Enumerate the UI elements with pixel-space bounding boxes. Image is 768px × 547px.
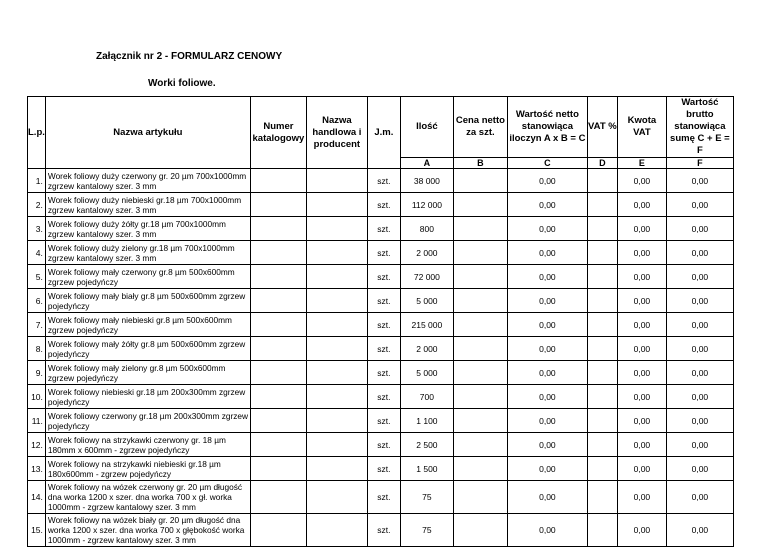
row-jm: szt. [367,313,400,337]
row-lp: 9. [28,361,46,385]
row-vat [587,433,617,457]
row-lp: 8. [28,337,46,361]
row-lp: 11. [28,409,46,433]
row-numer-katalogowy [250,265,306,289]
row-cena-netto [453,457,507,481]
row-jm: szt. [367,265,400,289]
table-row [28,193,734,217]
row-name: Worek foliowy duży niebieski gr.18 µm 700x1000mm zgrzew kantalowy szer. 3 mm [45,193,250,217]
row-vat [587,289,617,313]
row-nazwa-handlowa [306,514,367,547]
row-nazwa-handlowa [306,337,367,361]
row-jm: szt. [367,514,400,547]
row-wartosc-brutto: 0,00 [666,514,733,547]
row-kwota-vat: 0,00 [617,481,666,514]
row-wartosc-netto: 0,00 [507,217,587,241]
row-numer-katalogowy [250,313,306,337]
row-vat [587,409,617,433]
row-qty: 1 100 [400,409,453,433]
row-kwota-vat: 0,00 [617,514,666,547]
row-nazwa-handlowa [306,217,367,241]
row-qty: 72 000 [400,265,453,289]
row-lp: 15. [28,514,46,547]
row-jm: szt. [367,361,400,385]
row-wartosc-netto: 0,00 [507,514,587,547]
row-lp: 12. [28,433,46,457]
table-row [28,481,734,514]
row-cena-netto [453,337,507,361]
row-jm: szt. [367,241,400,265]
header-vat: VAT % [587,97,617,158]
row-numer-katalogowy [250,385,306,409]
row-cena-netto [453,313,507,337]
row-lp: 14. [28,481,46,514]
row-kwota-vat: 0,00 [617,169,666,193]
row-cena-netto [453,169,507,193]
row-cena-netto [453,385,507,409]
table-row [28,457,734,481]
row-cena-netto [453,289,507,313]
row-cena-netto [453,265,507,289]
row-wartosc-brutto: 0,00 [666,481,733,514]
row-kwota-vat: 0,00 [617,313,666,337]
row-kwota-vat: 0,00 [617,361,666,385]
row-nazwa-handlowa [306,481,367,514]
header-ilosc: Ilość [400,97,453,158]
row-qty: 800 [400,217,453,241]
header-lp: L.p. [28,97,46,169]
table-row [28,241,734,265]
row-numer-katalogowy [250,193,306,217]
table-row [28,313,734,337]
row-kwota-vat: 0,00 [617,289,666,313]
row-vat [587,514,617,547]
row-kwota-vat: 0,00 [617,217,666,241]
row-wartosc-netto: 0,00 [507,289,587,313]
row-kwota-vat: 0,00 [617,337,666,361]
row-vat [587,169,617,193]
row-name: Worek foliowy duży żółty gr.18 µm 700x1000mm zgrzew kantalowy szer. 3 mm [45,217,250,241]
row-cena-netto [453,361,507,385]
header-cena-netto: Cena netto za szt. [453,97,507,158]
row-wartosc-brutto: 0,00 [666,457,733,481]
row-wartosc-brutto: 0,00 [666,313,733,337]
table-row [28,433,734,457]
table-row [28,337,734,361]
row-jm: szt. [367,193,400,217]
row-qty: 38 000 [400,169,453,193]
row-jm: szt. [367,457,400,481]
row-qty: 75 [400,481,453,514]
row-jm: szt. [367,169,400,193]
row-lp: 10. [28,385,46,409]
row-name: Worek foliowy czerwony gr.18 µm 200x300mm zgrzew pojedyńczy [45,409,250,433]
row-jm: szt. [367,481,400,514]
row-lp: 5. [28,265,46,289]
row-wartosc-brutto: 0,00 [666,409,733,433]
row-numer-katalogowy [250,289,306,313]
row-wartosc-netto: 0,00 [507,265,587,289]
row-qty: 75 [400,514,453,547]
header-wartosc-brutto: Wartość brutto stanowiąca sumę C + E = F [666,97,733,158]
row-wartosc-netto: 0,00 [507,457,587,481]
row-vat [587,241,617,265]
row-vat [587,385,617,409]
row-name: Worek foliowy na wózek czerwony gr. 20 µm długość dna worka 1200 x szer. dna worka 700 x gł. worka 1000mm - zgrzew kantalowy szer. 3 mm [45,481,250,514]
row-wartosc-brutto: 0,00 [666,241,733,265]
row-cena-netto [453,217,507,241]
price-form-table [27,96,734,547]
row-cena-netto [453,241,507,265]
table-row [28,514,734,547]
row-cena-netto [453,409,507,433]
row-qty: 2 000 [400,241,453,265]
header-wartosc-netto: Wartość netto stanowiąca iloczyn A x B = C [507,97,587,158]
row-vat [587,265,617,289]
row-name: Worek foliowy mały żółty gr.8 µm 500x600mm zgrzew pojedyńczy [45,337,250,361]
row-wartosc-brutto: 0,00 [666,433,733,457]
row-wartosc-netto: 0,00 [507,337,587,361]
row-numer-katalogowy [250,481,306,514]
row-vat [587,457,617,481]
row-numer-katalogowy [250,217,306,241]
table-body [28,169,734,547]
row-jm: szt. [367,337,400,361]
row-nazwa-handlowa [306,433,367,457]
row-qty: 2 500 [400,433,453,457]
row-numer-katalogowy [250,361,306,385]
row-nazwa-handlowa [306,361,367,385]
row-nazwa-handlowa [306,241,367,265]
row-lp: 3. [28,217,46,241]
row-name: Worek foliowy duży czerwony gr. 20 µm 700x1000mm zgrzew kantalowy szer. 3 mm [45,169,250,193]
table-row [28,361,734,385]
row-wartosc-brutto: 0,00 [666,337,733,361]
row-wartosc-netto: 0,00 [507,481,587,514]
row-wartosc-netto: 0,00 [507,433,587,457]
row-qty: 5 000 [400,289,453,313]
row-name: Worek foliowy niebieski gr.18 µm 200x300mm zgrzew pojedyńczy [45,385,250,409]
row-numer-katalogowy [250,514,306,547]
row-vat [587,217,617,241]
row-wartosc-netto: 0,00 [507,361,587,385]
row-name: Worek foliowy mały biały gr.8 µm 500x600mm zgrzew pojedyńczy [45,289,250,313]
letter-f: F [666,158,733,169]
row-name: Worek foliowy duży zielony gr.18 µm 700x1000mm zgrzew kantalowy szer. 3 mm [45,241,250,265]
form-title: Załącznik nr 2 - FORMULARZ CENOWY [96,51,283,62]
row-qty: 215 000 [400,313,453,337]
row-wartosc-brutto: 0,00 [666,385,733,409]
row-qty: 112 000 [400,193,453,217]
row-wartosc-brutto: 0,00 [666,193,733,217]
table-row [28,265,734,289]
row-wartosc-brutto: 0,00 [666,361,733,385]
row-kwota-vat: 0,00 [617,433,666,457]
row-wartosc-brutto: 0,00 [666,265,733,289]
letter-c: C [507,158,587,169]
row-name: Worek foliowy mały czerwony gr.8 µm 500x600mm zgrzew pojedyńczy [45,265,250,289]
row-kwota-vat: 0,00 [617,265,666,289]
row-qty: 700 [400,385,453,409]
row-kwota-vat: 0,00 [617,385,666,409]
row-nazwa-handlowa [306,169,367,193]
row-kwota-vat: 0,00 [617,457,666,481]
row-lp: 1. [28,169,46,193]
row-numer-katalogowy [250,409,306,433]
row-jm: szt. [367,289,400,313]
table-row [28,385,734,409]
table-row [28,289,734,313]
table-row [28,409,734,433]
row-wartosc-netto: 0,00 [507,241,587,265]
letter-e: E [617,158,666,169]
row-name: Worek foliowy na strzykawki czerwony gr. 18 µm 180mm x 600mm - zgrzew pojedyńczy [45,433,250,457]
row-wartosc-netto: 0,00 [507,409,587,433]
row-nazwa-handlowa [306,385,367,409]
row-numer-katalogowy [250,457,306,481]
row-vat [587,481,617,514]
row-name: Worek foliowy mały zielony gr.8 µm 500x600mm zgrzew pojedyńczy [45,361,250,385]
row-lp: 7. [28,313,46,337]
table-row [28,217,734,241]
row-lp: 6. [28,289,46,313]
row-wartosc-netto: 0,00 [507,313,587,337]
row-lp: 2. [28,193,46,217]
letter-d: D [587,158,617,169]
row-numer-katalogowy [250,337,306,361]
row-kwota-vat: 0,00 [617,409,666,433]
row-wartosc-brutto: 0,00 [666,169,733,193]
letter-a: A [400,158,453,169]
header-numer-katalogowy: Numer katalogowy [250,97,306,169]
row-qty: 2 000 [400,337,453,361]
row-jm: szt. [367,409,400,433]
header-kwota-vat: Kwota VAT [617,97,666,158]
row-vat [587,193,617,217]
row-cena-netto [453,514,507,547]
row-vat [587,337,617,361]
row-qty: 1 500 [400,457,453,481]
row-numer-katalogowy [250,169,306,193]
row-nazwa-handlowa [306,193,367,217]
row-jm: szt. [367,433,400,457]
row-name: Worek foliowy na strzykawki niebieski gr.18 µm 180x600mm - zgrzew pojedyńczy [45,457,250,481]
letter-b: B [453,158,507,169]
row-lp: 13. [28,457,46,481]
row-lp: 4. [28,241,46,265]
row-wartosc-netto: 0,00 [507,169,587,193]
row-cena-netto [453,433,507,457]
row-nazwa-handlowa [306,313,367,337]
row-numer-katalogowy [250,241,306,265]
row-nazwa-handlowa [306,289,367,313]
form-subtitle: Worki foliowe. [148,78,216,89]
row-name: Worek foliowy mały niebieski gr.8 µm 500x600mm zgrzew pojedyńczy [45,313,250,337]
row-wartosc-netto: 0,00 [507,193,587,217]
row-nazwa-handlowa [306,265,367,289]
row-cena-netto [453,193,507,217]
row-jm: szt. [367,385,400,409]
row-vat [587,361,617,385]
header-jm: J.m. [367,97,400,169]
row-kwota-vat: 0,00 [617,193,666,217]
row-qty: 5 000 [400,361,453,385]
row-wartosc-netto: 0,00 [507,385,587,409]
row-nazwa-handlowa [306,457,367,481]
table-row [28,169,734,193]
row-numer-katalogowy [250,433,306,457]
row-nazwa-handlowa [306,409,367,433]
row-wartosc-brutto: 0,00 [666,289,733,313]
row-wartosc-brutto: 0,00 [666,217,733,241]
row-vat [587,313,617,337]
row-name: Worek foliowy na wózek biały gr. 20 µm długość dna worka 1200 x szer. dna worka 700 x głębokość worka 1000mm - zgrzew kantalowy szer. 3 mm [45,514,250,547]
header-nazwa-artykulu: Nazwa artykułu [45,97,250,169]
header-nazwa-handlowa: Nazwa handlowa i producent [306,97,367,169]
row-jm: szt. [367,217,400,241]
row-kwota-vat: 0,00 [617,241,666,265]
row-cena-netto [453,481,507,514]
